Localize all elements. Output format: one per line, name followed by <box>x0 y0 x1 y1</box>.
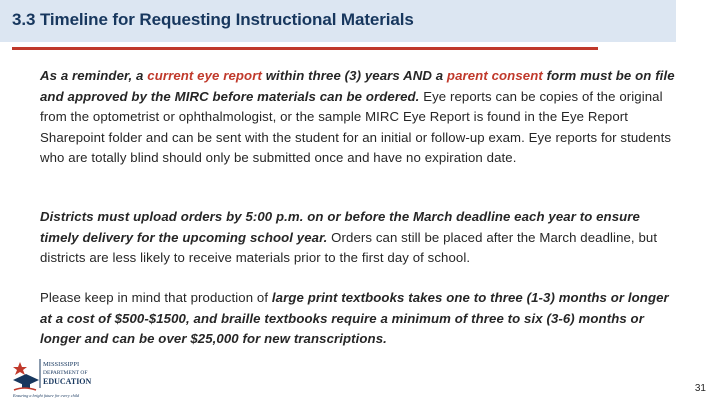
p2-deadline: Districts must upload orders by 5:00 p.m. on or before the March deadline each year to ensure timely delivery for the upcoming school year. <box>40 209 640 245</box>
p2-details: Orders can still be placed after the March deadline, but districts are less likely to receive materials prior to the first day of school. <box>40 229 658 266</box>
p3-production-times: large print textbooks takes one to three (1-3) months or longer at a cost of $500-$1500, and braille textbooks require a minimum of three to six (3-6) months or longer and can be over $25,000 for new transcriptions. <box>40 290 669 347</box>
logo-line-1: MISSISSIPPI <box>43 361 80 368</box>
p1-details: Eye reports can be copies of the original from the optometrist or ophthalmologist, or the sample MIRC Eye Report is found in the Eye Report Sharepoint folder and can be sent with the student for an initial or follow-up exam. Eye reports for students who are totally blind should only be submitted once and have no expiration date. <box>40 88 672 166</box>
paragraph-eye-report <box>40 66 680 169</box>
paragraph-production <box>40 288 680 350</box>
star-icon <box>13 362 27 375</box>
current-eye-report-term: current eye report <box>147 68 262 83</box>
mde-logo-graphic <box>10 354 105 400</box>
slide-title: 3.3 Timeline for Requesting Instructional Materials <box>12 10 414 29</box>
paragraph-deadline <box>40 207 680 269</box>
logo-tagline: Ensuring a bright future for every child <box>13 393 80 398</box>
p1-requirement: form must be on file and approved by the MIRC before materials can be ordered. <box>40 68 675 104</box>
parent-consent-term: parent consent <box>446 68 543 83</box>
logo-line-2: DEPARTMENT OF <box>43 370 88 376</box>
mde-logo <box>10 354 105 400</box>
page-number: 31 <box>694 383 706 394</box>
logo-line-3: EDUCATION <box>43 377 92 386</box>
title-underline <box>12 47 598 50</box>
p1-mid: within three (3) years AND a <box>261 68 447 83</box>
p3-lead: Please keep in mind that production of <box>40 290 272 305</box>
p1-lead: As a reminder, a <box>40 68 148 83</box>
